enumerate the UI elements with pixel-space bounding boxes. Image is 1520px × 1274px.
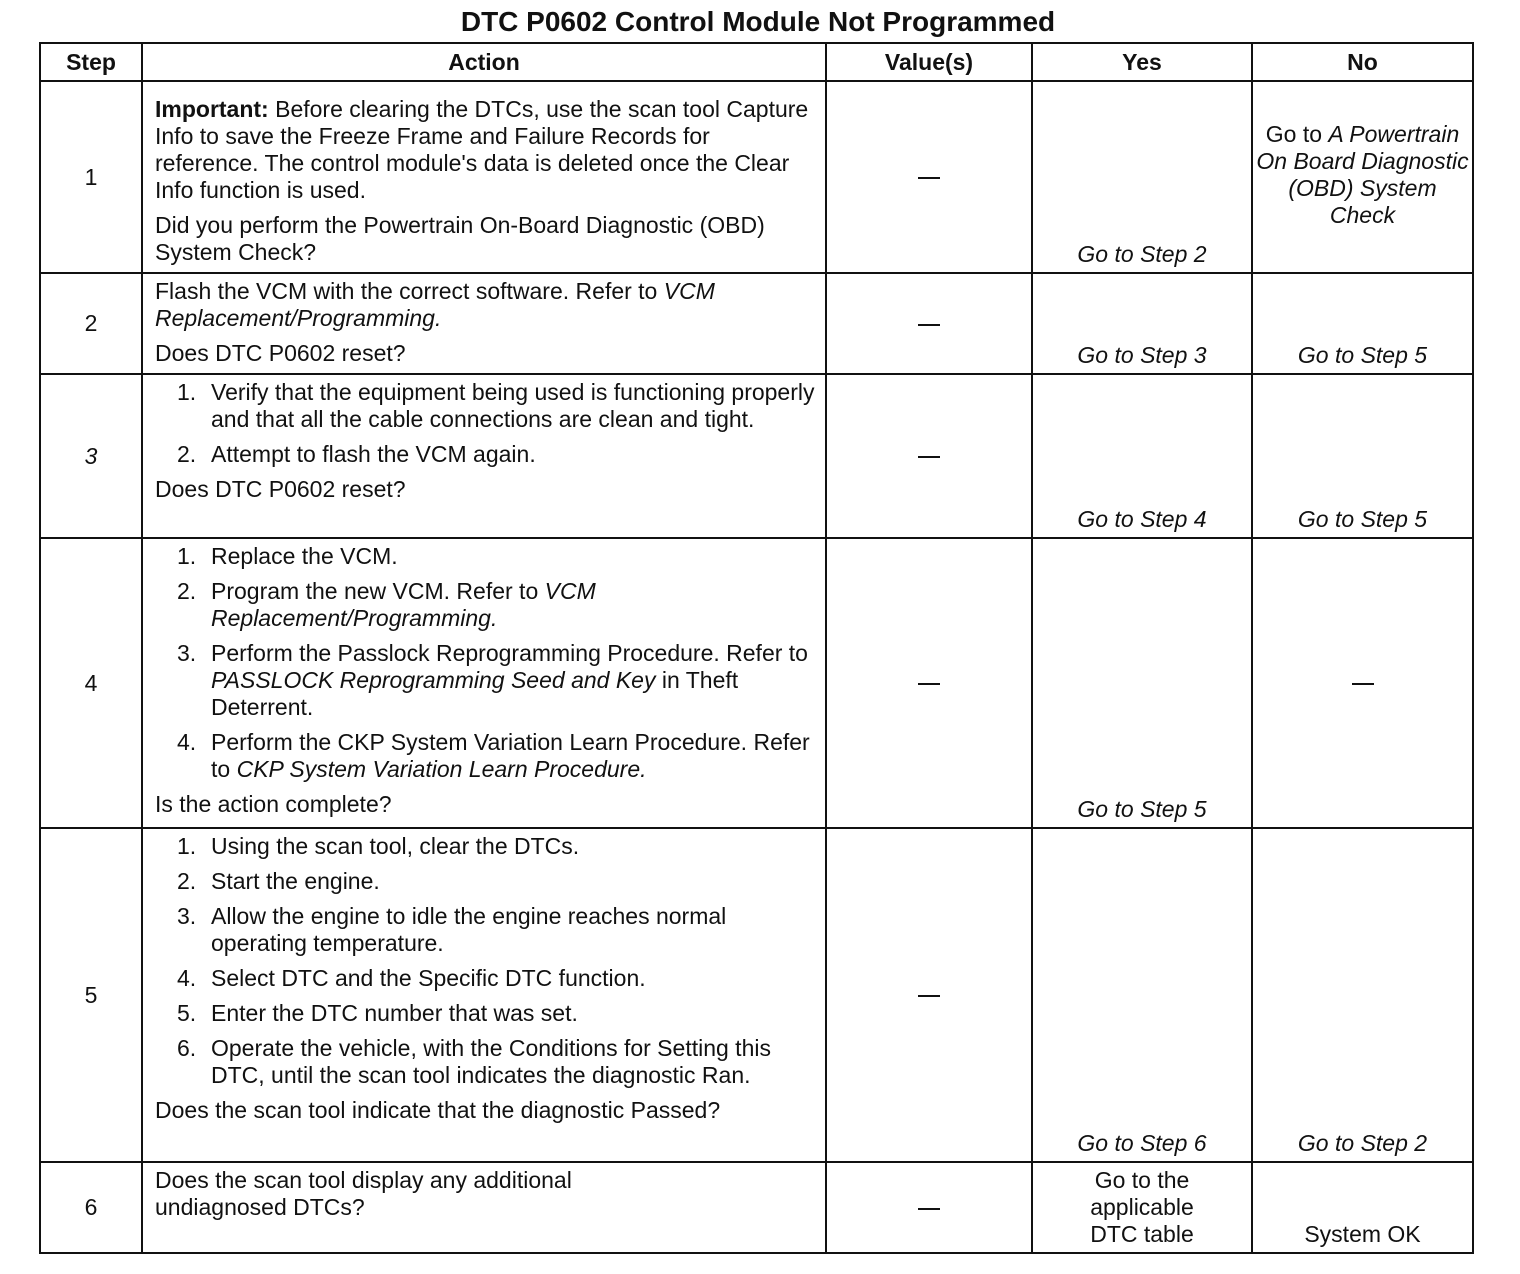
list-item [155,965,815,992]
action-text [155,278,815,332]
question-text: Does the scan tool indicate that the diagnostic Passed? [155,1097,721,1123]
table-row [40,374,1473,538]
action-cell [142,374,826,538]
question-text: Does the scan tool display any additional undiagnosed DTCs? [155,1167,572,1220]
action-cell [142,1162,826,1253]
yes-cell: Go to Step 5 [1032,538,1252,828]
list-number: 6. [177,1035,197,1061]
action-instruction: Flash the VCM with the correct software. Refer to [155,278,664,304]
step-number: 3 [40,374,142,538]
list-number: 4. [177,965,197,991]
no-cell [1252,81,1473,273]
step-number: 5 [40,828,142,1162]
header-no: No [1252,43,1473,81]
list-text: Using the scan tool, clear the DTCs. [211,833,580,859]
list-number: 1. [177,833,197,859]
list-text: Operate the vehicle, with the Conditions for Setting this DTC, until the scan tool indicates the diagnostic Ran. [211,1035,771,1088]
list-number: 2. [177,578,197,604]
no-cell: Go to Step 2 [1252,828,1473,1162]
list-item [155,379,815,433]
list-reference: CKP System Variation Learn Procedure. [236,756,647,782]
list-text: Program the new VCM. Refer to [211,578,545,604]
list-reference: VCM Replacement/Programming. [211,578,596,631]
no-cell: Go to Step 5 [1252,273,1473,374]
page-title: DTC P0602 Control Module Not Programmed [460,6,1056,37]
header-step: Step [40,43,142,81]
list-item [155,578,815,632]
action-cell [142,828,826,1162]
list-number: 4. [177,729,197,755]
dash-mark [918,683,940,685]
diagnostic-table [39,42,1474,1254]
yes-cell: Go to Step 6 [1032,828,1252,1162]
dash-mark [918,1208,940,1210]
yes-cell: Go to the applicable DTC table [1032,1162,1252,1253]
table-row [40,538,1473,828]
list-text: Perform the Passlock Reprogramming Procedure. Refer to [211,640,808,666]
table-row [40,81,1473,273]
list-text: Enter the DTC number that was set. [211,1000,578,1026]
important-label: Important: [155,96,269,122]
list-item [155,543,815,570]
question-text: Does DTC P0602 reset? [155,340,406,366]
list-text-after: in Theft Deterrent. [211,667,739,720]
list-item [155,441,815,468]
list-text: Attempt to flash the VCM again. [211,441,536,467]
action-list [155,379,815,468]
table-row [40,1162,1473,1253]
header-yes: Yes [1032,43,1252,81]
no-cell: Go to Step 5 [1252,374,1473,538]
values-cell [826,828,1032,1162]
list-number: 2. [177,441,197,467]
no-reference: A Powertrain On Board Diagnostic (OBD) System Check [1256,121,1469,228]
step-number: 1 [40,81,142,273]
list-item [155,833,815,860]
list-number: 3. [177,903,197,929]
step-number: 4 [40,538,142,828]
step-number: 6 [40,1162,142,1253]
list-text: Allow the engine to idle the engine reaches normal operating temperature. [211,903,727,956]
dash-mark [918,324,940,326]
header-row [40,43,1473,81]
yes-cell: Go to Step 2 [1032,81,1252,273]
important-text: Before clearing the DTCs, use the scan tool Capture Info to save the Freeze Frame and Failure Records for reference. The control module's data is deleted once the Clear Info function is used. [155,96,809,203]
question-text: Does DTC P0602 reset? [155,476,406,502]
list-item [155,1035,815,1089]
action-cell [142,81,826,273]
step-number: 2 [40,273,142,374]
list-item [155,1000,815,1027]
action-list [155,543,815,783]
list-text: Verify that the equipment being used is functioning properly and that all the cable connections are clean and tight. [211,379,815,432]
values-cell [826,273,1032,374]
header-action: Action [142,43,826,81]
important-note [155,96,815,204]
list-text: Perform the CKP System Variation Learn Procedure. Refer to [211,729,810,782]
list-number: 1. [177,379,197,405]
question-text: Is the action complete? [155,791,392,817]
yes-cell: Go to Step 3 [1032,273,1252,374]
values-cell [826,374,1032,538]
values-cell [826,538,1032,828]
list-item [155,868,815,895]
dash-mark [918,456,940,458]
list-item [155,640,815,721]
no-prefix: Go to [1265,121,1329,147]
dash-mark [918,177,940,179]
list-number: 3. [177,640,197,666]
list-number: 5. [177,1000,197,1026]
question-text: Did you perform the Powertrain On-Board Diagnostic (OBD) System Check? [155,212,765,265]
action-reference: VCM Replacement/Programming. [155,278,715,331]
no-cell: System OK [1252,1162,1473,1253]
dash-mark [1352,683,1374,685]
header-values: Value(s) [826,43,1032,81]
table-row [40,828,1473,1162]
list-text: Replace the VCM. [211,543,398,569]
table-row [40,273,1473,374]
list-text: Select DTC and the Specific DTC function. [211,965,646,991]
list-number: 2. [177,868,197,894]
values-cell [826,1162,1032,1253]
list-number: 1. [177,543,197,569]
no-cell [1252,538,1473,828]
action-cell [142,273,826,374]
yes-cell: Go to Step 4 [1032,374,1252,538]
dash-mark [918,995,940,997]
list-item [155,903,815,957]
list-reference: PASSLOCK Reprogramming Seed and Key [211,667,656,693]
list-text: Start the engine. [211,868,380,894]
action-list [155,833,815,1089]
action-cell [142,538,826,828]
values-cell [826,81,1032,273]
list-item [155,729,815,783]
